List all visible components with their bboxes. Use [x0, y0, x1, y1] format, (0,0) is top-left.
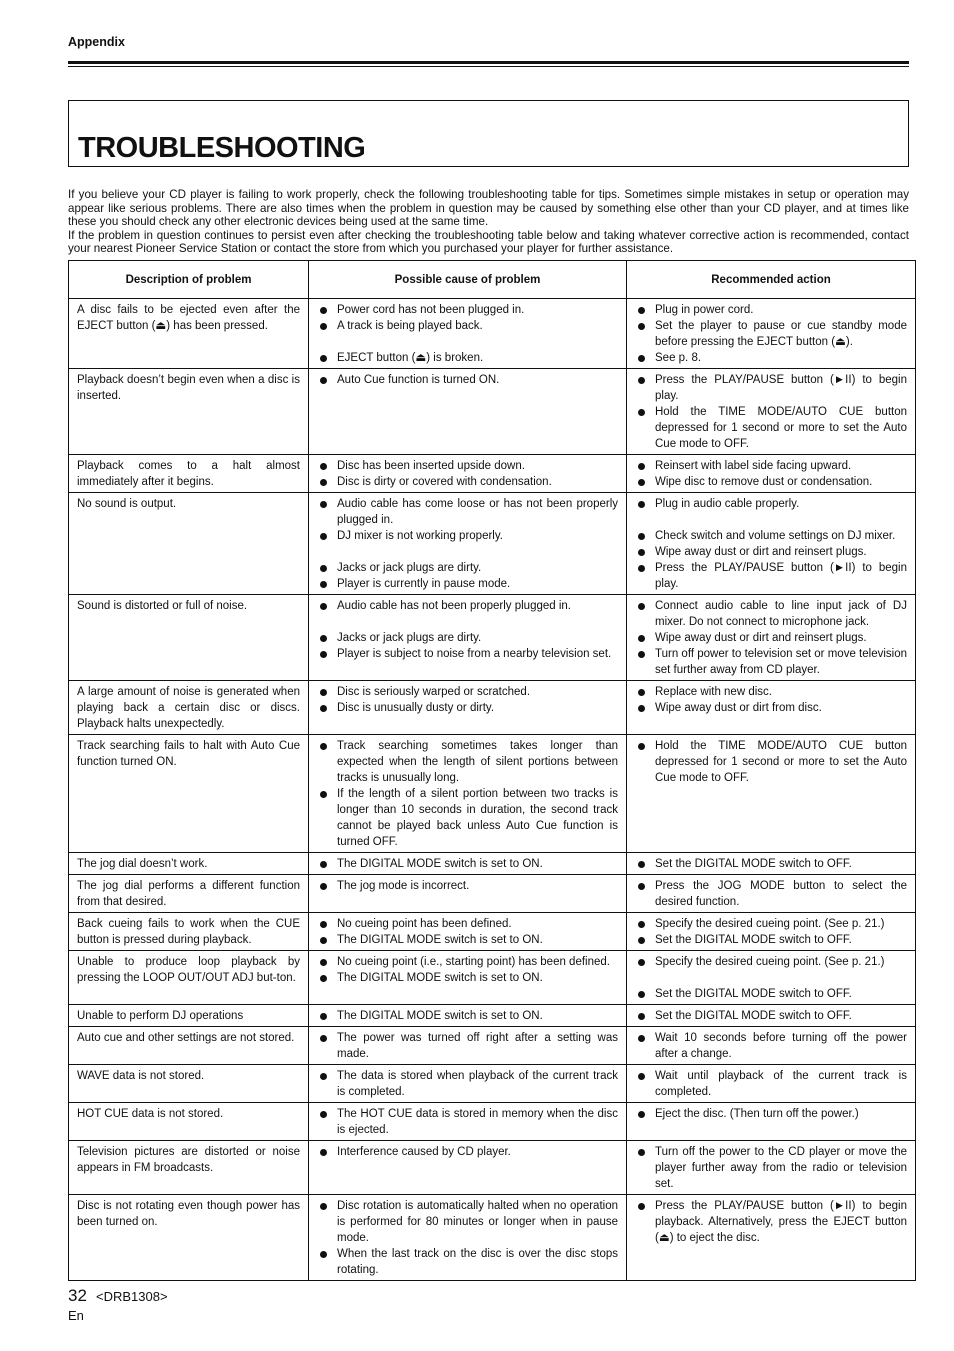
column-header-action: Recommended action	[627, 261, 916, 299]
action-cell	[627, 1195, 916, 1281]
action-cell	[627, 735, 916, 853]
spacer	[317, 614, 618, 630]
action-item: Check switch and volume settings on DJ mixer.	[635, 528, 907, 544]
action-item: Wipe away dust or dirt and reinsert plugs.	[635, 544, 907, 560]
action-item: Plug in power cord.	[635, 302, 907, 318]
cause-cell	[309, 1195, 627, 1281]
document-code: <DRB1308>	[96, 1289, 168, 1304]
cause-cell	[309, 1027, 627, 1065]
problem-cell: Unable to produce loop playback by pressing the LOOP OUT/OUT ADJ but-ton.	[69, 951, 309, 1005]
cause-item: Disc is seriously warped or scratched.	[317, 684, 618, 700]
action-item: Replace with new disc.	[635, 684, 907, 700]
action-item: Set the DIGITAL MODE switch to OFF.	[635, 856, 907, 872]
table-row	[69, 455, 916, 493]
action-cell	[627, 299, 916, 369]
action-item: Turn off the power to the CD player or move the player further away from the radio or television set.	[635, 1144, 907, 1192]
page-title: TROUBLESHOOTING	[78, 132, 366, 164]
action-item: Reinsert with label side facing upward.	[635, 458, 907, 474]
cause-item: Disc is dirty or covered with condensation.	[317, 474, 618, 490]
problem-cell: Sound is distorted or full of noise.	[69, 595, 309, 681]
table-row	[69, 1141, 916, 1195]
cause-cell	[309, 595, 627, 681]
page-number: 32	[68, 1286, 87, 1305]
table-row	[69, 853, 916, 875]
cause-cell	[309, 875, 627, 913]
action-item: Eject the disc. (Then turn off the power.)	[635, 1106, 907, 1122]
table-row	[69, 735, 916, 853]
header-rule-thick	[68, 61, 909, 64]
cause-cell	[309, 369, 627, 455]
table-row	[69, 299, 916, 369]
problem-cell: A large amount of noise is generated when playing back a certain disc or discs. Playback halts unexpectedly.	[69, 681, 309, 735]
action-item: Specify the desired cueing point. (See p. 21.)	[635, 954, 907, 970]
cause-cell	[309, 1141, 627, 1195]
action-item: Wipe away dust or dirt from disc.	[635, 700, 907, 716]
action-item: Set the DIGITAL MODE switch to OFF.	[635, 1008, 907, 1024]
column-header-cause: Possible cause of problem	[309, 261, 627, 299]
spacer	[635, 512, 907, 528]
language-code: En	[68, 1308, 84, 1323]
table-row	[69, 1005, 916, 1027]
table-body	[69, 299, 916, 1281]
cause-cell	[309, 913, 627, 951]
cause-cell	[309, 1103, 627, 1141]
problem-cell: Playback comes to a halt almost immediately after it begins.	[69, 455, 309, 493]
problem-cell: Unable to perform DJ operations	[69, 1005, 309, 1027]
table-row	[69, 1103, 916, 1141]
action-item: Press the PLAY/PAUSE button (►II) to begin play.	[635, 372, 907, 404]
cause-item: Audio cable has come loose or has not been properly plugged in.	[317, 496, 618, 528]
table-row	[69, 681, 916, 735]
cause-cell	[309, 299, 627, 369]
problem-cell: The jog dial doesn’t work.	[69, 853, 309, 875]
cause-cell	[309, 1005, 627, 1027]
cause-item: Jacks or jack plugs are dirty.	[317, 630, 618, 646]
cause-cell	[309, 1065, 627, 1103]
cause-item: No cueing point (i.e., starting point) has been defined.	[317, 954, 618, 970]
column-header-description: Description of problem	[69, 261, 309, 299]
problem-cell: Auto cue and other settings are not stored.	[69, 1027, 309, 1065]
action-item: Wait 10 seconds before turning off the power after a change.	[635, 1030, 907, 1062]
problem-cell: Television pictures are distorted or noise appears in FM broadcasts.	[69, 1141, 309, 1195]
action-cell	[627, 1141, 916, 1195]
cause-item: Auto Cue function is turned ON.	[317, 372, 618, 388]
cause-item: The DIGITAL MODE switch is set to ON.	[317, 970, 618, 986]
cause-item: Player is subject to noise from a nearby television set.	[317, 646, 618, 662]
cause-item: DJ mixer is not working properly.	[317, 528, 618, 544]
cause-item: Disc has been inserted upside down.	[317, 458, 618, 474]
cause-item: Audio cable has not been properly plugged in.	[317, 598, 618, 614]
problem-cell: No sound is output.	[69, 493, 309, 595]
table-row	[69, 913, 916, 951]
action-cell	[627, 493, 916, 595]
cause-item: A track is being played back.	[317, 318, 618, 334]
action-item: See p. 8.	[635, 350, 907, 366]
action-cell	[627, 875, 916, 913]
action-item: Specify the desired cueing point. (See p. 21.)	[635, 916, 907, 932]
spacer	[317, 544, 618, 560]
table-row	[69, 493, 916, 595]
troubleshooting-table	[68, 260, 916, 1281]
table-row	[69, 1065, 916, 1103]
action-item: Set the player to pause or cue standby mode before pressing the EJECT button (⏏).	[635, 318, 907, 350]
action-cell	[627, 853, 916, 875]
cause-item: Disc is unusually dusty or dirty.	[317, 700, 618, 716]
table-row	[69, 1195, 916, 1281]
cause-item: If the length of a silent portion between two tracks is longer than 10 seconds in duration, the second track cannot be played back unless Auto Cue function is turned OFF.	[317, 786, 618, 850]
problem-cell: A disc fails to be ejected even after the EJECT button (⏏) has been pressed.	[69, 299, 309, 369]
action-cell	[627, 913, 916, 951]
action-item: Wait until playback of the current track is completed.	[635, 1068, 907, 1100]
problem-cell: Playback doesn’t begin even when a disc is inserted.	[69, 369, 309, 455]
action-cell	[627, 1103, 916, 1141]
action-item: Hold the TIME MODE/AUTO CUE button depressed for 1 second or more to set the Auto Cue mode to OFF.	[635, 404, 907, 452]
cause-cell	[309, 951, 627, 1005]
cause-item: Interference caused by CD player.	[317, 1144, 618, 1160]
action-item: Set the DIGITAL MODE switch to OFF.	[635, 932, 907, 948]
cause-item: The data is stored when playback of the current track is completed.	[317, 1068, 618, 1100]
action-cell	[627, 681, 916, 735]
cause-item: Track searching sometimes takes longer than expected when the length of silent portions between tracks is unusually long.	[317, 738, 618, 786]
cause-item: No cueing point has been defined.	[317, 916, 618, 932]
problem-cell: Disc is not rotating even though power has been turned on.	[69, 1195, 309, 1281]
intro-paragraph: If you believe your CD player is failing to work properly, check the following troubleshooting table for tips. Sometimes simple mistakes in setup or operation may appear like serious problems. There are also times when the problem in question may be caused by something else other than your CD player, and at times like these you should check any other electronic devices being used at the same time.	[68, 188, 909, 229]
action-item: Connect audio cable to line input jack of DJ mixer. Do not connect to microphone jack.	[635, 598, 907, 630]
cause-cell	[309, 455, 627, 493]
cause-item: Jacks or jack plugs are dirty.	[317, 560, 618, 576]
problem-cell: WAVE data is not stored.	[69, 1065, 309, 1103]
section-label: Appendix	[68, 35, 125, 49]
table-row	[69, 595, 916, 681]
action-item: Wipe away dust or dirt and reinsert plugs.	[635, 630, 907, 646]
cause-item: The DIGITAL MODE switch is set to ON.	[317, 932, 618, 948]
table-row	[69, 1027, 916, 1065]
action-cell	[627, 595, 916, 681]
action-item: Turn off power to television set or move television set further away from CD player.	[635, 646, 907, 678]
action-cell	[627, 1027, 916, 1065]
problem-cell: The jog dial performs a different function from that desired.	[69, 875, 309, 913]
cause-item: The DIGITAL MODE switch is set to ON.	[317, 856, 618, 872]
cause-item: The power was turned off right after a setting was made.	[317, 1030, 618, 1062]
header-rule-thin	[68, 66, 909, 67]
problem-cell: HOT CUE data is not stored.	[69, 1103, 309, 1141]
action-item: Plug in audio cable properly.	[635, 496, 907, 512]
spacer	[317, 334, 618, 350]
cause-item: Disc rotation is automatically halted when no operation is performed for 80 minutes or longer when in pause mode.	[317, 1198, 618, 1246]
cause-item: The jog mode is incorrect.	[317, 878, 618, 894]
table-row	[69, 369, 916, 455]
intro-text	[68, 188, 909, 256]
cause-item: When the last track on the disc is over the disc stops rotating.	[317, 1246, 618, 1278]
cause-item: Power cord has not been plugged in.	[317, 302, 618, 318]
action-cell	[627, 951, 916, 1005]
action-item: Set the DIGITAL MODE switch to OFF.	[635, 986, 907, 1002]
table-row	[69, 875, 916, 913]
action-item: Hold the TIME MODE/AUTO CUE button depressed for 1 second or more to set the Auto Cue mode to OFF.	[635, 738, 907, 786]
problem-cell: Back cueing fails to work when the CUE button is pressed during playback.	[69, 913, 309, 951]
intro-paragraph: If the problem in question continues to persist even after checking the troubleshooting table below and taking whatever corrective action is recommended, contact your nearest Pioneer Service Station or contact the store from which you purchased your player for further assistance.	[68, 228, 909, 256]
table-row	[69, 951, 916, 1005]
cause-item: Player is currently in pause mode.	[317, 576, 618, 592]
cause-item: The HOT CUE data is stored in memory when the disc is ejected.	[317, 1106, 618, 1138]
action-cell	[627, 1005, 916, 1027]
action-cell	[627, 455, 916, 493]
action-item: Wipe disc to remove dust or condensation.	[635, 474, 907, 490]
cause-cell	[309, 493, 627, 595]
action-cell	[627, 369, 916, 455]
cause-item: EJECT button (⏏) is broken.	[317, 350, 618, 366]
cause-item: The DIGITAL MODE switch is set to ON.	[317, 1008, 618, 1024]
cause-cell	[309, 853, 627, 875]
action-item: Press the PLAY/PAUSE button (►II) to begin play.	[635, 560, 907, 592]
action-item: Press the JOG MODE button to select the desired function.	[635, 878, 907, 910]
title-box	[68, 100, 909, 167]
action-cell	[627, 1065, 916, 1103]
cause-cell	[309, 681, 627, 735]
action-item: Press the PLAY/PAUSE button (►II) to begin playback. Alternatively, press the EJECT button (⏏) to eject the disc.	[635, 1198, 907, 1246]
problem-cell: Track searching fails to halt with Auto Cue function turned ON.	[69, 735, 309, 853]
table-header-row	[69, 261, 916, 299]
cause-cell	[309, 735, 627, 853]
spacer	[635, 970, 907, 986]
